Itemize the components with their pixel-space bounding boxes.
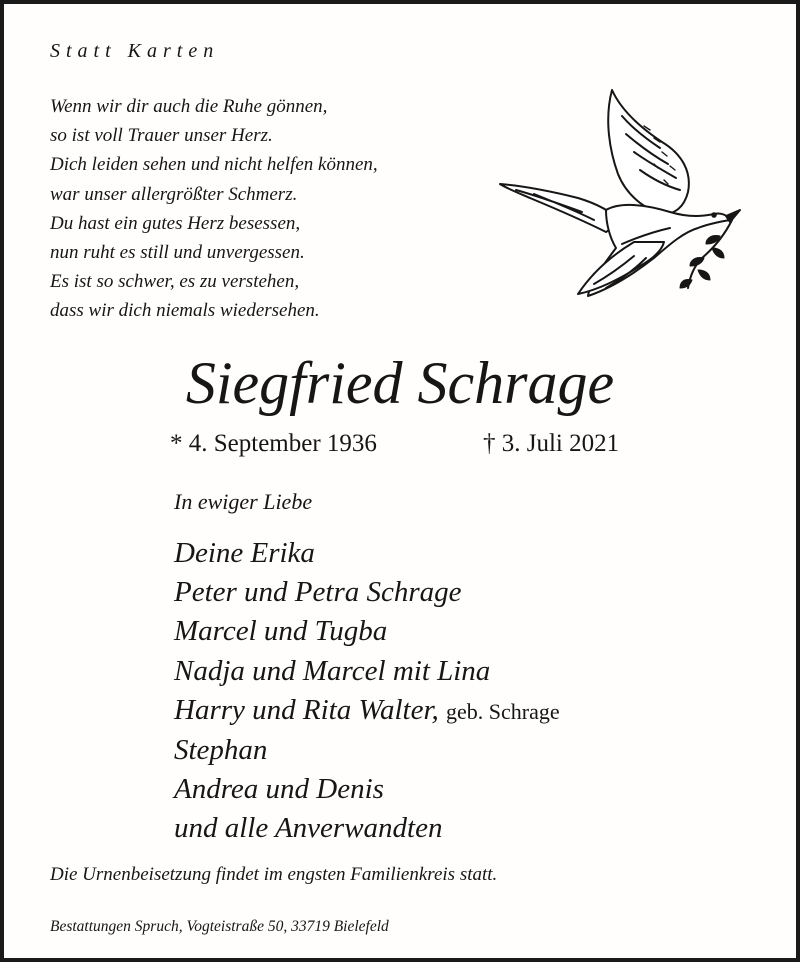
burial-notice: Die Urnenbeisetzung findet im engsten Familienkreis statt. (50, 864, 498, 885)
poem-line: Wenn wir dir auch die Ruhe gönnen, (50, 96, 328, 117)
mourners-intro: In ewiger Liebe (174, 489, 313, 514)
poem-line: dass wir dich niemals wiedersehen. (50, 300, 320, 322)
poem-line: Dich leiden sehen und nicht helfen können, (50, 154, 378, 176)
birth-date: * 4. September 1936 (170, 430, 377, 457)
maiden-name-note: geb. Schrage (446, 698, 560, 724)
mourner-line: Nadja und Marcel mit Lina (174, 654, 491, 687)
header-statt-karten: Statt Karten (50, 40, 220, 62)
mourner-line: und alle Anverwandten (174, 812, 443, 845)
mourner-line: Andrea und Denis (174, 773, 384, 806)
poem-line: so ist voll Trauer unser Herz. (50, 125, 273, 147)
mourner-line: Marcel und Tugba (174, 615, 388, 648)
deceased-name: Siegfried Schrage (185, 350, 615, 416)
mourners-list (174, 534, 560, 849)
mourner-line: Peter und Petra Schrage (174, 576, 462, 609)
funeral-home-footer: Bestattungen Spruch, Vogteistraße 50, 33719 Bielefeld (50, 918, 389, 935)
poem-line: war unser allergrößter Schmerz. (50, 183, 298, 205)
death-date: † 3. Juli 2021 (483, 430, 620, 457)
dove-with-olive-branch-icon (494, 82, 744, 307)
mourner-line: Deine Erika (174, 537, 315, 569)
poem-line: Es ist so schwer, es zu verstehen, (50, 271, 300, 293)
mourner-line: Stephan (174, 734, 268, 767)
mourner-line-walter (174, 691, 560, 731)
poem-line: nun ruht es still und unvergessen. (50, 242, 305, 264)
poem-line: Du hast ein gutes Herz besessen, (50, 212, 301, 234)
poem (50, 92, 378, 326)
mourner-name: Harry und Rita Walter, (174, 693, 439, 726)
